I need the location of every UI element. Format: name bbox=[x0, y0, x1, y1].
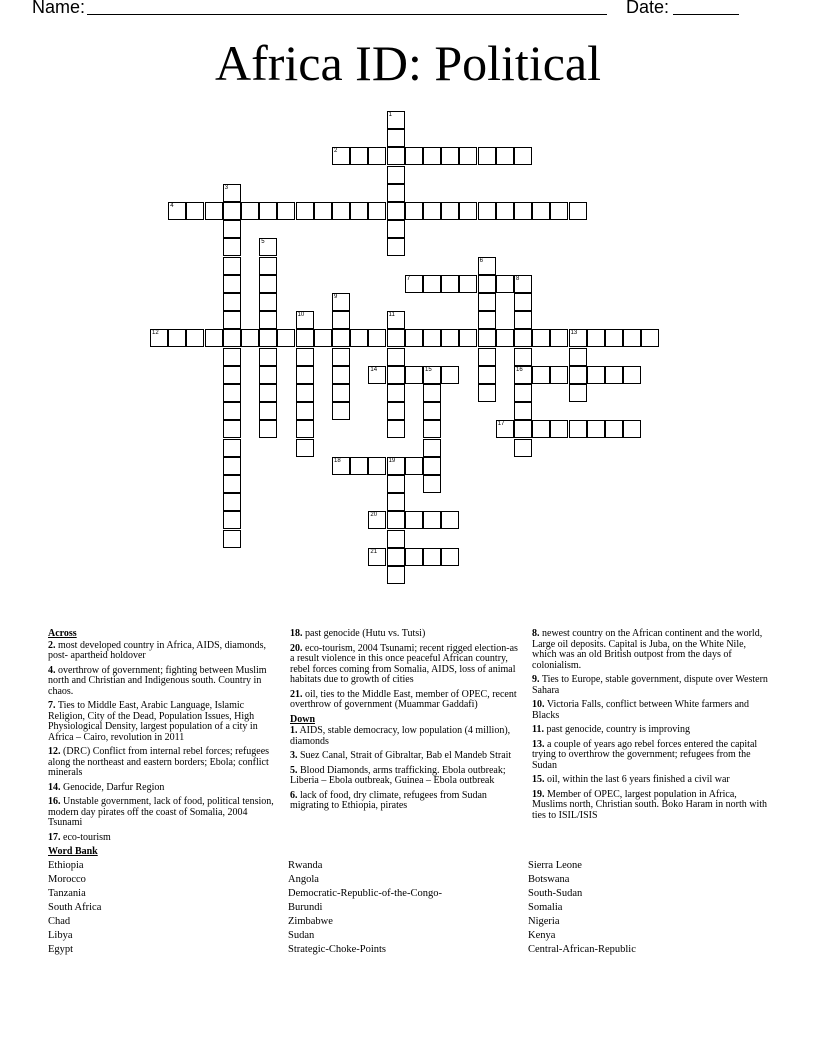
crossword-cell[interactable] bbox=[387, 184, 405, 202]
name-label: Name: bbox=[32, 0, 86, 17]
clue-number: 9 bbox=[334, 294, 338, 300]
crossword-cell[interactable] bbox=[623, 420, 641, 438]
clue-down-15: 15. oil, within the last 6 years finished a civil war bbox=[532, 774, 730, 785]
crossword-cell[interactable] bbox=[459, 147, 477, 165]
crossword-cell[interactable] bbox=[423, 147, 441, 165]
clue-number: 13 bbox=[570, 330, 578, 337]
clue-number: 14 bbox=[370, 366, 378, 373]
word-bank-column-1 bbox=[48, 859, 101, 957]
crossword-cell[interactable] bbox=[259, 293, 277, 311]
crossword-cell[interactable] bbox=[423, 275, 441, 293]
clue-number: 10 bbox=[297, 312, 305, 319]
crossword-cell[interactable] bbox=[532, 202, 550, 220]
crossword-cell[interactable] bbox=[478, 329, 496, 347]
crossword-cell[interactable] bbox=[532, 366, 550, 384]
crossword-cell[interactable] bbox=[332, 348, 350, 366]
crossword-cell[interactable] bbox=[296, 329, 314, 347]
crossword-cell[interactable] bbox=[223, 257, 241, 275]
crossword-cell[interactable] bbox=[405, 457, 423, 475]
crossword-cell[interactable] bbox=[241, 202, 259, 220]
clue-down-11: 11. past genocide, country is improving bbox=[532, 724, 691, 735]
crossword-cell[interactable] bbox=[241, 329, 259, 347]
word-bank-item: Angola bbox=[288, 874, 319, 885]
crossword-cell[interactable] bbox=[223, 420, 241, 438]
crossword-cell[interactable] bbox=[223, 184, 241, 202]
crossword-cell[interactable] bbox=[514, 384, 532, 402]
word-bank-item: Tanzania bbox=[48, 888, 86, 899]
word-bank-item: Somalia bbox=[528, 902, 563, 913]
clue-number: 2 bbox=[334, 148, 338, 155]
clue-across-21: 21. oil, ties to the Middle East, member of OPEC, recent overthrow of government (Muammar Gaddafi) bbox=[290, 688, 517, 710]
crossword-cell[interactable] bbox=[405, 366, 423, 384]
crossword-cell[interactable] bbox=[459, 329, 477, 347]
crossword-cell[interactable] bbox=[387, 329, 405, 347]
clue-across-2: 2. most developed country in Africa, AIDS, diamonds, post- apartheid holdover bbox=[48, 639, 267, 661]
crossword-cell[interactable] bbox=[441, 366, 459, 384]
crossword-cell[interactable] bbox=[332, 402, 350, 420]
crossword-cell[interactable] bbox=[368, 366, 386, 384]
word-bank-item: Zimbabwe bbox=[288, 916, 333, 927]
word-bank-item: Morocco bbox=[48, 874, 86, 885]
word-bank-column-2 bbox=[288, 859, 442, 957]
clue-down-13: 13. a couple of years ago rebel forces entered the capital trying to overthrow the government; refugees from the Sudan bbox=[532, 738, 758, 771]
clue-number: 12 bbox=[152, 330, 159, 337]
crossword-cell[interactable] bbox=[405, 511, 423, 529]
crossword-cell[interactable] bbox=[296, 348, 314, 366]
crossword-cell[interactable] bbox=[368, 147, 386, 165]
crossword-cell[interactable] bbox=[387, 202, 405, 220]
crossword-cell[interactable] bbox=[423, 384, 441, 402]
page-title: Africa ID: Political bbox=[215, 35, 601, 91]
crossword-cell[interactable] bbox=[223, 275, 241, 293]
crossword-cell[interactable] bbox=[223, 530, 241, 548]
clue-number: 11 bbox=[388, 312, 395, 319]
crossword-cell[interactable] bbox=[550, 420, 568, 438]
crossword-cell[interactable] bbox=[441, 548, 459, 566]
crossword-cell[interactable] bbox=[405, 275, 423, 293]
crossword-cell[interactable] bbox=[387, 457, 405, 475]
clue-across-16: 16. Unstable government, lack of food, political tension, modern day pirates off the coast of Somalia, 2004 Tsunami bbox=[48, 796, 274, 828]
crossword-cell[interactable] bbox=[478, 384, 496, 402]
crossword-cell[interactable] bbox=[496, 329, 514, 347]
crossword-cell[interactable] bbox=[259, 366, 277, 384]
crossword-cell[interactable] bbox=[387, 129, 405, 147]
crossword-cell[interactable] bbox=[587, 420, 605, 438]
clue-number: 21 bbox=[370, 548, 378, 555]
clue-across-18: 18. past genocide (Hutu vs. Tutsi) bbox=[290, 628, 426, 639]
crossword-cell[interactable] bbox=[223, 366, 241, 384]
crossword-cell[interactable] bbox=[641, 329, 659, 347]
crossword-cell[interactable] bbox=[223, 475, 241, 493]
word-bank-heading: Word Bank bbox=[48, 846, 98, 857]
crossword-cell[interactable] bbox=[569, 348, 587, 366]
crossword-cell[interactable] bbox=[405, 147, 423, 165]
crossword-cell[interactable] bbox=[514, 420, 532, 438]
crossword-cell[interactable] bbox=[459, 275, 477, 293]
clue-number: 4 bbox=[170, 203, 174, 209]
crossword-cell[interactable] bbox=[423, 439, 441, 457]
crossword-cell[interactable] bbox=[387, 566, 405, 584]
crossword-cell[interactable] bbox=[168, 329, 186, 347]
crossword-cell[interactable] bbox=[605, 366, 623, 384]
clue-down-8: 8. newest country on the African continent and the world, Large oil deposits. Capital is Juba, on the White Nile, which was an old British outpost from the days of colonialism. bbox=[532, 628, 763, 671]
word-bank-item: Central-African-Republic bbox=[528, 944, 636, 955]
crossword-cell[interactable] bbox=[296, 402, 314, 420]
crossword-cell[interactable] bbox=[332, 329, 350, 347]
word-bank-item: Strategic-Choke-Points bbox=[288, 944, 386, 955]
crossword-cell[interactable] bbox=[514, 275, 532, 293]
crossword-cell[interactable] bbox=[150, 329, 168, 347]
down-heading: Down bbox=[290, 713, 316, 725]
crossword-cell[interactable] bbox=[223, 493, 241, 511]
crossword-cell[interactable] bbox=[368, 329, 386, 347]
crossword-cell[interactable] bbox=[387, 420, 405, 438]
crossword-cell[interactable] bbox=[423, 511, 441, 529]
crossword-cell[interactable] bbox=[296, 384, 314, 402]
crossword-cell[interactable] bbox=[478, 147, 496, 165]
crossword-cell[interactable] bbox=[332, 311, 350, 329]
crossword-cell[interactable] bbox=[205, 329, 223, 347]
crossword-cell[interactable] bbox=[350, 202, 368, 220]
crossword-cell[interactable] bbox=[387, 311, 405, 329]
crossword-cell[interactable] bbox=[514, 147, 532, 165]
crossword-cell[interactable] bbox=[496, 275, 514, 293]
clue-across-12: 12. (DRC) Conflict from internal rebel forces; refugees along the northeast and eastern borders; Ebola; conflict minerals bbox=[48, 746, 270, 778]
crossword-cell[interactable] bbox=[569, 384, 587, 402]
clue-number: 17 bbox=[497, 421, 505, 428]
word-bank-item: Democratic-Republic-of-the-Congo- bbox=[288, 888, 442, 899]
clue-across-20: 20. eco-tourism, 2004 Tsunami; recent rigged election-as a result violence in this once peaceful African country, rebel forces coming from Somalia, AIDS, loss of animal habitats due to growth of cities bbox=[290, 642, 518, 685]
crossword-cell[interactable] bbox=[387, 530, 405, 548]
crossword-cell[interactable] bbox=[387, 220, 405, 238]
crossword-cell[interactable] bbox=[223, 238, 241, 256]
crossword-cell[interactable] bbox=[205, 202, 223, 220]
crossword-cell[interactable] bbox=[168, 202, 186, 220]
crossword-cell[interactable] bbox=[532, 420, 550, 438]
crossword-cell[interactable] bbox=[259, 275, 277, 293]
clue-number: 8 bbox=[516, 275, 520, 282]
clue-across-7: 7. Ties to Middle East, Arabic Language, Islamic Religion, City of the Dead, Population Issues, High Physiological Density, largest population of a city in Africa – Cairo, revolution in 2011 bbox=[48, 700, 258, 743]
crossword-cell[interactable] bbox=[277, 329, 295, 347]
crossword-cell[interactable] bbox=[332, 202, 350, 220]
clues-column-1 bbox=[48, 629, 280, 847]
clue-number: 19 bbox=[388, 457, 396, 464]
crossword-cell[interactable] bbox=[478, 311, 496, 329]
crossword-cell[interactable] bbox=[569, 329, 587, 347]
crossword-cell[interactable] bbox=[423, 457, 441, 475]
word-bank-item: South Africa bbox=[48, 902, 102, 913]
crossword-cell[interactable] bbox=[514, 202, 532, 220]
crossword-cell[interactable] bbox=[350, 457, 368, 475]
crossword-cell[interactable] bbox=[423, 329, 441, 347]
clue-across-14: 14. Genocide, Darfur Region bbox=[48, 781, 165, 793]
word-bank-item: Rwanda bbox=[288, 860, 323, 871]
word-bank-item: Sudan bbox=[288, 930, 315, 941]
clue-down-10: 10. Victoria Falls, conflict between White farmers and Blacks bbox=[532, 699, 750, 721]
crossword-cell[interactable] bbox=[441, 275, 459, 293]
crossword-cell[interactable] bbox=[587, 329, 605, 347]
date-label: Date: bbox=[626, 0, 670, 17]
crossword-cell[interactable] bbox=[496, 420, 514, 438]
crossword-cell[interactable] bbox=[259, 329, 277, 347]
crossword-cell[interactable] bbox=[496, 147, 514, 165]
crossword-cell[interactable] bbox=[223, 348, 241, 366]
crossword-cell[interactable] bbox=[387, 511, 405, 529]
word-bank-item: Botswana bbox=[528, 874, 570, 885]
word-bank-item: Burundi bbox=[288, 902, 323, 913]
crossword-cell[interactable] bbox=[223, 439, 241, 457]
crossword-cell[interactable] bbox=[296, 202, 314, 220]
crossword-cell[interactable] bbox=[223, 384, 241, 402]
crossword-cell[interactable] bbox=[423, 420, 441, 438]
crossword-cell[interactable] bbox=[459, 202, 477, 220]
clue-down-1: 1. AIDS, stable democracy, low population (4 million), diamonds bbox=[290, 725, 511, 747]
crossword-cell[interactable] bbox=[514, 311, 532, 329]
crossword-cell[interactable] bbox=[223, 311, 241, 329]
crossword-cell[interactable] bbox=[223, 457, 241, 475]
crossword-cell[interactable] bbox=[478, 202, 496, 220]
crossword-cell[interactable] bbox=[223, 293, 241, 311]
crossword-cell[interactable] bbox=[387, 111, 405, 129]
crossword-cell[interactable] bbox=[368, 511, 386, 529]
clue-number: 15 bbox=[425, 366, 432, 373]
crossword-cell[interactable] bbox=[259, 257, 277, 275]
crossword-cell[interactable] bbox=[514, 329, 532, 347]
crossword-cell[interactable] bbox=[259, 202, 277, 220]
crossword-cell[interactable] bbox=[605, 329, 623, 347]
crossword-cell[interactable] bbox=[478, 293, 496, 311]
crossword-cell[interactable] bbox=[423, 366, 441, 384]
clue-number: 6 bbox=[479, 257, 483, 264]
crossword-cell[interactable] bbox=[441, 329, 459, 347]
clue-across-4: 4. overthrow of government; fighting between Muslim north and Christian and Indigenous south. Country in chaos. bbox=[48, 664, 267, 697]
crossword-cell[interactable] bbox=[405, 202, 423, 220]
crossword-cell[interactable] bbox=[387, 348, 405, 366]
crossword-cell[interactable] bbox=[314, 329, 332, 347]
crossword-cell[interactable] bbox=[387, 238, 405, 256]
crossword-cell[interactable] bbox=[259, 348, 277, 366]
crossword-cell[interactable] bbox=[387, 366, 405, 384]
crossword-cell[interactable] bbox=[387, 402, 405, 420]
crossword-cell[interactable] bbox=[514, 348, 532, 366]
word-bank-item: Egypt bbox=[48, 944, 74, 955]
crossword-cell[interactable] bbox=[259, 420, 277, 438]
clue-number: 3 bbox=[224, 184, 229, 191]
crossword-cell[interactable] bbox=[423, 202, 441, 220]
clues-column-3 bbox=[532, 629, 768, 825]
crossword-cell[interactable] bbox=[350, 147, 368, 165]
crossword-cell[interactable] bbox=[277, 202, 295, 220]
crossword-cell[interactable] bbox=[314, 202, 332, 220]
crossword-cell[interactable] bbox=[332, 293, 350, 311]
crossword-cell[interactable] bbox=[223, 329, 241, 347]
crossword-cell[interactable] bbox=[186, 329, 204, 347]
word-bank-item: Libya bbox=[48, 930, 73, 941]
crossword-cell[interactable] bbox=[514, 439, 532, 457]
crossword-cell[interactable] bbox=[478, 257, 496, 275]
crossword-cell[interactable] bbox=[387, 493, 405, 511]
crossword-cell[interactable] bbox=[441, 511, 459, 529]
clue-down-3: 3. Suez Canal, Strait of Gibraltar, Bab el Mandeb Strait bbox=[290, 750, 512, 761]
crossword-cell[interactable] bbox=[587, 366, 605, 384]
crossword-cell[interactable] bbox=[296, 366, 314, 384]
crossword-cell[interactable] bbox=[623, 329, 641, 347]
crossword-cell[interactable] bbox=[387, 166, 405, 184]
crossword-cell[interactable] bbox=[478, 275, 496, 293]
crossword-cell[interactable] bbox=[569, 420, 587, 438]
crossword-cell[interactable] bbox=[332, 366, 350, 384]
crossword-cell[interactable] bbox=[569, 202, 587, 220]
crossword-cell[interactable] bbox=[368, 202, 386, 220]
crossword-cell[interactable] bbox=[423, 475, 441, 493]
crossword-cell[interactable] bbox=[387, 384, 405, 402]
word-bank-item: Kenya bbox=[528, 930, 556, 941]
crossword-cell[interactable] bbox=[405, 329, 423, 347]
crossword-cell[interactable] bbox=[296, 311, 314, 329]
clue-number: 16 bbox=[516, 366, 523, 373]
word-bank-item: Nigeria bbox=[528, 916, 560, 927]
crossword-cell[interactable] bbox=[387, 548, 405, 566]
crossword-cell[interactable] bbox=[423, 402, 441, 420]
clue-number: 5 bbox=[261, 239, 265, 246]
word-bank-item: South-Sudan bbox=[528, 888, 583, 899]
clues-column-2 bbox=[290, 629, 520, 816]
crossword-cell[interactable] bbox=[259, 311, 277, 329]
clue-number: 18 bbox=[334, 457, 341, 464]
crossword-cell[interactable] bbox=[259, 238, 277, 256]
crossword-cell[interactable] bbox=[368, 548, 386, 566]
crossword-cell[interactable] bbox=[441, 202, 459, 220]
crossword-cell[interactable] bbox=[387, 475, 405, 493]
crossword-cell[interactable] bbox=[223, 220, 241, 238]
word-bank-item: Ethiopia bbox=[48, 860, 84, 871]
crossword-cell[interactable] bbox=[514, 366, 532, 384]
clue-down-9: 9. Ties to Europe, stable government, dispute over Western Sahara bbox=[532, 674, 768, 696]
clue-down-5: 5. Blood Diamonds, arms trafficking. Ebola outbreak; Liberia – Ebola outbreak, Guinea – Ebola outbreak bbox=[290, 764, 506, 786]
crossword-cell[interactable] bbox=[423, 548, 441, 566]
clue-number: 1 bbox=[388, 112, 392, 118]
crossword-cell[interactable] bbox=[532, 329, 550, 347]
crossword-cell[interactable] bbox=[623, 366, 641, 384]
crossword-cell[interactable] bbox=[441, 147, 459, 165]
crossword-cell[interactable] bbox=[223, 202, 241, 220]
crossword-cell[interactable] bbox=[478, 348, 496, 366]
crossword-cell[interactable] bbox=[368, 457, 386, 475]
crossword-cell[interactable] bbox=[405, 548, 423, 566]
crossword-cell[interactable] bbox=[350, 329, 368, 347]
crossword-cell[interactable] bbox=[223, 402, 241, 420]
word-bank-item: Sierra Leone bbox=[528, 860, 582, 871]
clue-down-6: 6. lack of food, dry climate, refugees from Sudan migrating to Ethiopia, pirates bbox=[290, 789, 487, 811]
crossword-cell[interactable] bbox=[332, 384, 350, 402]
crossword-cell[interactable] bbox=[514, 293, 532, 311]
clue-number: 20 bbox=[370, 512, 378, 519]
crossword-cell[interactable] bbox=[259, 384, 277, 402]
clue-down-19: 19. Member of OPEC, largest population in Africa, Muslims north, Christian south. Boko Haram in north with ties to ISIL/ISIS bbox=[532, 788, 767, 821]
clue-across-17: 17. eco-tourism bbox=[48, 831, 111, 843]
crossword-cell[interactable] bbox=[550, 202, 568, 220]
crossword-cell[interactable] bbox=[332, 147, 350, 165]
crossword-cell[interactable] bbox=[569, 366, 587, 384]
crossword-cell[interactable] bbox=[514, 402, 532, 420]
word-bank-item: Chad bbox=[48, 916, 71, 927]
crossword-cell[interactable] bbox=[296, 420, 314, 438]
crossword-cell[interactable] bbox=[496, 202, 514, 220]
crossword-cell[interactable] bbox=[550, 329, 568, 347]
crossword-cell[interactable] bbox=[296, 439, 314, 457]
clue-number: 7 bbox=[406, 275, 411, 282]
crossword-cell[interactable] bbox=[186, 202, 204, 220]
across-heading: Across bbox=[48, 628, 77, 639]
crossword-cell[interactable] bbox=[332, 457, 350, 475]
crossword-cell[interactable] bbox=[223, 511, 241, 529]
crossword-cell[interactable] bbox=[478, 366, 496, 384]
crossword-cell[interactable] bbox=[605, 420, 623, 438]
crossword-cell[interactable] bbox=[259, 402, 277, 420]
crossword-cell[interactable] bbox=[550, 366, 568, 384]
crossword-cell[interactable] bbox=[387, 147, 405, 165]
word-bank-column-3 bbox=[528, 859, 636, 957]
